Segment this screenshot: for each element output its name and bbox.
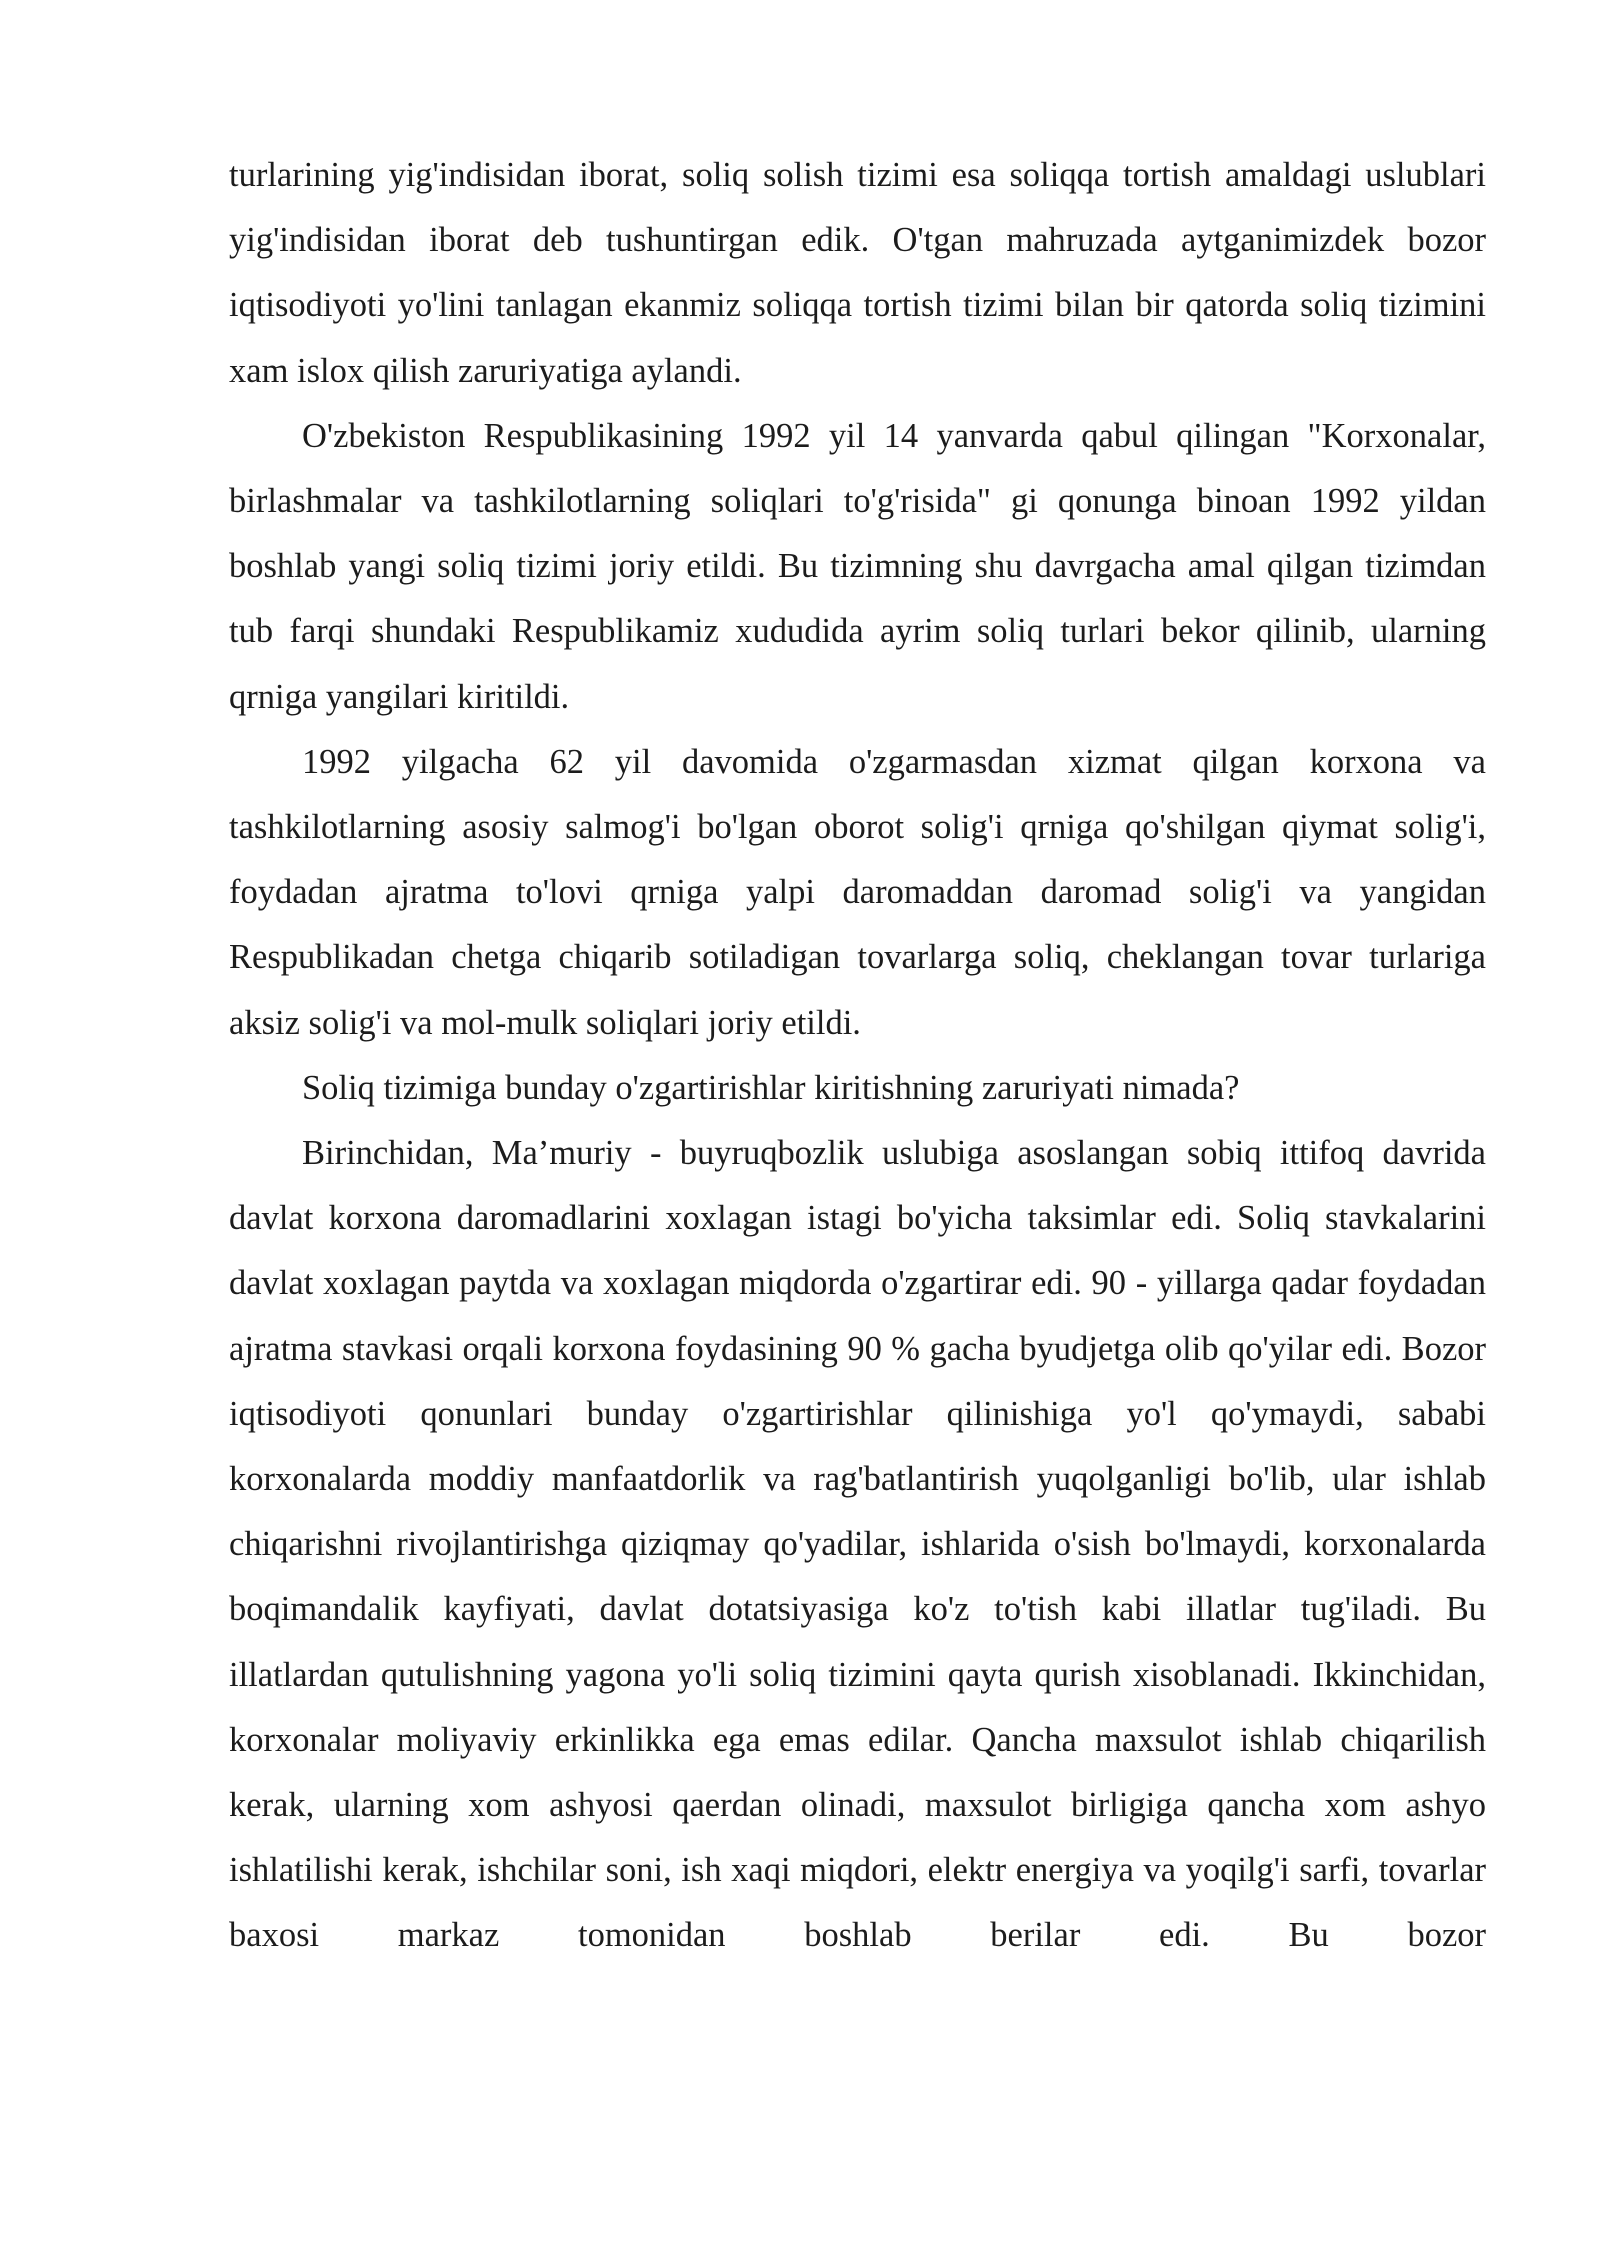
paragraph: Birinchidan, Ma’muriy - buyruqbozlik uslubiga asoslangan sobiq ittifoq davrida davlat korxona daromadlarini xoxlagan istagi bo'yicha taksimlar edi. Soliq stavkalarini davlat xoxlagan paytda va xoxlagan miqdorda o'zgartirar edi. 90 - yillarga qadar foydadan ajratma stavkasi orqali korxona foydasining 90 % gacha byudjetga olib qo'yilar edi. Bozor iqtisodiyoti qonunlari bunday o'zgartirishlar qilinishiga yo'l qo'ymaydi, sababi korxonalarda moddiy manfaatdorlik va rag'batlantirish yuqolganligi bo'lib, ular ishlab chiqarishni rivojlantirishga qiziqmay qo'yadilar, ishlarida o'sish bo'lmaydi, korxonalarda boqimandalik kayfiyati, davlat dotatsiyasiga ko'z to'tish kabi illatlar tug'iladi. Bu illatlardan qutulishning yagona yo'li soliq tizimini qayta qurish xisoblanadi. Ikkinchidan, korxonalar moliyaviy erkinlikka ega emas edilar. Qancha maxsulot ishlab chiqarilish kerak, ularning xom ashyosi qaerdan olinadi, maxsulot birligiga qancha xom ashyo ishlatilishi kerak, ishchilar soni, ish xaqi miqdori, elektr energiya va yoqilg'i sarfi, tovarlar baxosi markaz tomonidan boshlab berilar edi. Bu bozor <box>229 1134 1486 1955</box>
paragraph: 1992 yilgacha 62 yil davomida o'zgarmasdan xizmat qilgan korxona va tashkilotlarning asosiy salmog'i bo'lgan oborot solig'i qrniga qo'shilgan qiymat solig'i, foydadan ajratma to'lovi qrniga yalpi daromaddan daromad solig'i va yangidan Respublikadan chetga chiqarib sotiladigan tovarlarga soliq, cheklangan tovar turlariga aksiz solig'i va mol-mulk soliqlari joriy etildi. <box>229 742 1486 1042</box>
document-body <box>229 143 1486 1969</box>
paragraph-question: Soliq tizimiga bunday o'zgartirishlar kiritishning zaruriyati nimada? <box>302 1068 1240 1107</box>
paragraph: O'zbekiston Respublikasining 1992 yil 14 yanvarda qabul qilingan "Korxonalar, birlashmalar va tashkilotlarning soliqlari to'g'risida" gi qonunga binoan 1992 yildan boshlab yangi soliq tizimi joriy etildi. Bu tizimning shu davrgacha amal qilgan tizimdan tub farqi shundaki Respublikamiz xududida ayrim soliq turlari bekor qilinib, ularning qrniga yangilari kiritildi. <box>229 416 1486 716</box>
paragraph-continued: turlarining yig'indisidan iborat, soliq solish tizimi esa soliqqa tortish amaldagi uslublari yig'indisidan iborat deb tushuntirgan edik. O'tgan mahruzada aytganimizdek bozor iqtisodiyoti yo'lini tanlagan ekanmiz soliqqa tortish tizimi bilan bir qatorda soliq tizimini xam islox qilish zaruriyatiga aylandi. <box>229 156 1486 390</box>
